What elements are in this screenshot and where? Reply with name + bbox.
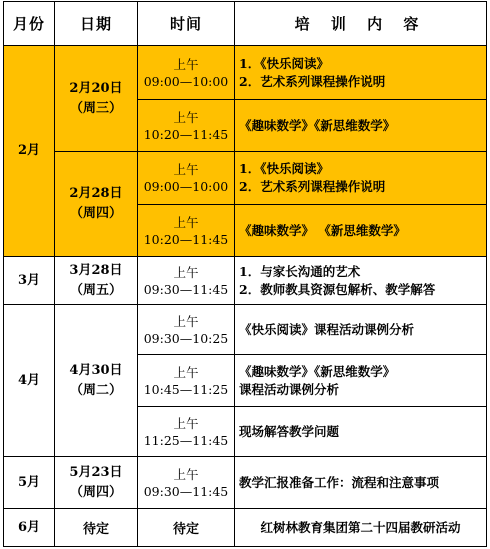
content-item: 教学汇报准备工作：流程和注意事项: [239, 474, 440, 490]
date-text: 5月23日: [69, 464, 123, 480]
content-cell: [235, 457, 487, 509]
time-range-text: 09:30—11:45: [143, 281, 229, 297]
month-cell-feb: 2月: [4, 46, 55, 257]
date-text: 4月30日: [69, 362, 123, 378]
time-range-text: 09:00—10:00: [143, 73, 229, 89]
content-cell: [235, 407, 487, 457]
training-schedule-sheet: [3, 1, 486, 546]
header-row: [4, 2, 487, 46]
month-cell-apr: 4月: [4, 305, 55, 457]
content-item: 《趣味数学》 《新思维数学》: [239, 222, 406, 238]
header-month: 月份: [4, 2, 55, 46]
content-cell: [235, 100, 487, 152]
content-item: 课程活动课例分析: [239, 381, 340, 397]
header-time: 时间: [138, 2, 235, 46]
date-cell-jun: 待定: [55, 509, 138, 547]
content-cell: [235, 305, 487, 355]
content-cell: [235, 257, 487, 305]
time-range-text: 10:20—11:45: [143, 231, 229, 247]
content-cell: [235, 355, 487, 407]
weekday-text: （周五）: [69, 282, 122, 298]
period-text: 上午: [173, 109, 199, 125]
weekday-text: （周二）: [69, 382, 122, 398]
date-text: 2月28日: [69, 186, 123, 201]
time-cell: [138, 407, 235, 457]
time-cell: [138, 100, 235, 152]
content-cell: [235, 509, 487, 547]
content-item: 红树林教育集团第二十四届教研活动: [260, 519, 461, 535]
content-item: 2．艺术系列课程操作说明: [239, 73, 386, 89]
table-row: [4, 257, 487, 305]
content-item: 1．与家长沟通的艺术: [239, 263, 361, 279]
time-cell: [138, 355, 235, 407]
time-cell: [138, 46, 235, 100]
content-cell: [235, 46, 487, 100]
time-cell: [138, 152, 235, 205]
content-item: 《趣味数学》《新思维数学》: [239, 363, 396, 379]
date-text: 3月28日: [69, 262, 123, 278]
time-cell: [138, 257, 235, 305]
table-row: [4, 457, 487, 509]
period-text: 上午: [173, 56, 199, 72]
weekday-text: （周三）: [69, 100, 122, 116]
weekday-text: （周四）: [69, 484, 122, 500]
content-item: 2．教师教具资源包解析、教学解答: [239, 281, 436, 297]
month-cell-may: 5月: [4, 457, 55, 509]
date-cell-may-23: [55, 457, 138, 509]
date-cell-feb-20: [55, 46, 138, 152]
period-text: 上午: [173, 162, 199, 177]
content-item: 《趣味数学》《新思维数学》: [239, 117, 396, 133]
period-text: 上午: [173, 313, 199, 329]
table-row: [4, 152, 487, 205]
time-range-text: 10:45—11:25: [143, 381, 229, 397]
content-item: 1．《快乐阅读》: [239, 161, 329, 176]
time-range-text: 11:25—11:45: [143, 432, 229, 448]
date-cell-mar-28: [55, 257, 138, 305]
time-cell: [138, 457, 235, 509]
content-item: 《快乐阅读》课程活动课例分析: [239, 321, 415, 337]
period-text: 上午: [173, 415, 199, 431]
weekday-text: （周四）: [69, 206, 122, 221]
time-range-text: 09:30—10:25: [143, 330, 229, 346]
time-cell: [138, 305, 235, 355]
time-range-text: 10:20—11:45: [143, 126, 229, 142]
period-text: 上午: [173, 264, 199, 280]
time-range-text: 09:00—10:00: [143, 179, 229, 194]
month-cell-mar: 3月: [4, 257, 55, 305]
time-cell-jun: 待定: [138, 509, 235, 547]
table-row: [4, 509, 487, 547]
header-date: 日期: [55, 2, 138, 46]
period-text: 上午: [173, 214, 199, 230]
period-text: 上午: [173, 364, 199, 380]
month-cell-jun: 6月: [4, 509, 55, 547]
content-item: 1．《快乐阅读》: [239, 55, 329, 71]
table-row: [4, 46, 487, 100]
content-cell: [235, 205, 487, 257]
header-content: 培 训 内 容: [235, 2, 487, 46]
date-cell-apr-30: [55, 305, 138, 457]
content-item: 现场解答教学问题: [239, 423, 340, 439]
training-schedule-table: [3, 1, 487, 547]
date-cell-feb-28: [55, 152, 138, 257]
content-cell: [235, 152, 487, 205]
date-text: 2月20日: [69, 80, 123, 96]
time-range-text: 09:30—11:45: [143, 483, 229, 499]
time-cell: [138, 205, 235, 257]
content-item: 2．艺术系列课程操作说明: [239, 179, 386, 194]
table-row: [4, 305, 487, 355]
period-text: 上午: [173, 466, 199, 482]
